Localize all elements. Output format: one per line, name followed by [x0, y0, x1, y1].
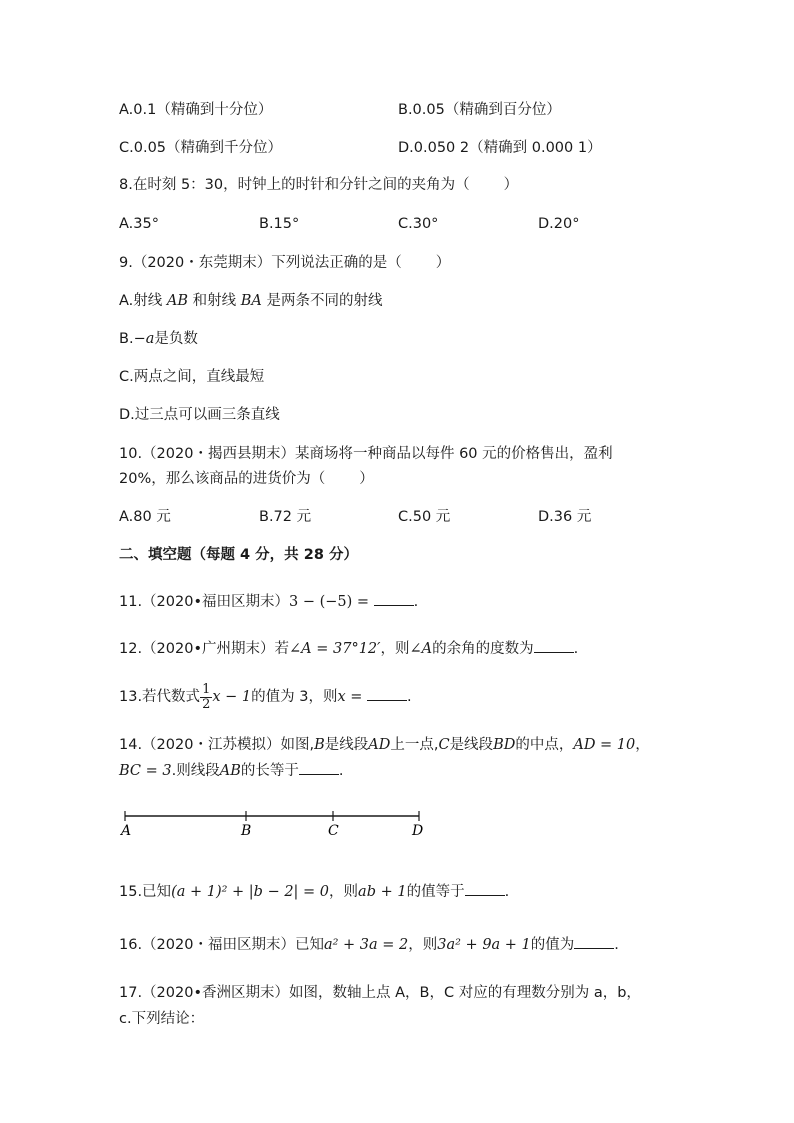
q14-line2: BC = 3.则线段AB的长等于 . [119, 760, 343, 781]
q10-stem-line1: 10.（2020・揭西县期末）某商场将一种商品以每件 60 元的价格售出，盈利 [119, 446, 613, 462]
q10-option-d: D.36 元 [538, 509, 592, 525]
q15: 15.已知(a + 1)² + |b − 2| = 0，则ab + 1的值等于 . [119, 881, 509, 902]
q9-option-c: C.两点之间，直线最短 [119, 369, 265, 385]
label-b: B [241, 823, 252, 839]
q10-option-b: B.72 元 [259, 509, 312, 525]
answer-blank [574, 934, 614, 949]
q10-option-c: C.50 元 [398, 509, 451, 525]
q7-option-d: D.0.050 2（精确到 0.000 1） [398, 140, 602, 156]
q11: 11.（2020•福田区期末）3 − (−5) = . [119, 591, 418, 612]
answer-blank [534, 638, 574, 653]
label-d: D [412, 823, 424, 839]
answer-blank [367, 686, 407, 701]
label-c: C [328, 823, 339, 839]
q9-option-a: A.射线 AB 和射线 BA 是两条不同的射线 [119, 293, 383, 309]
answer-blank [299, 760, 339, 775]
label-a: A [121, 823, 132, 839]
q9-stem: 9.（2020・东莞期末）下列说法正确的是（ ） [119, 255, 451, 271]
q9-option-b: B.−a是负数 [119, 331, 198, 347]
q7-option-c: C.0.05（精确到千分位） [119, 140, 283, 156]
q17-line1: 17.（2020•香洲区期末）如图，数轴上点 A，B，C 对应的有理数分别为 a，b， [119, 985, 641, 1001]
q8-option-b: B.15° [259, 216, 300, 232]
q17-line2: c.下列结论： [119, 1011, 205, 1027]
q8-option-d: D.20° [538, 216, 580, 232]
segment-figure [118, 808, 428, 844]
q10-stem-line2: 20%，那么该商品的进货价为（ ） [119, 471, 374, 487]
q7-option-a: A.0.1（精确到十分位） [119, 102, 273, 118]
q10-option-a: A.80 元 [119, 509, 171, 525]
q14-line1: 14.（2020・江苏模拟）如图,B是线段AD上一点,C是线段BD的中点，AD = 10， [119, 737, 650, 753]
answer-blank [374, 591, 414, 606]
answer-blank [465, 881, 505, 896]
q8-option-c: C.30° [398, 216, 439, 232]
q13: 13.若代数式 $\frac{1}{2}$ x − 1的值为 3，则x = . [119, 681, 412, 712]
fraction: $\frac{1}{2}$ [202, 681, 211, 712]
q9-option-d: D.过三点可以画三条直线 [119, 407, 280, 423]
section-heading: 二、填空题（每题 4 分，共 28 分） [119, 547, 358, 563]
q8-stem: 8.在时刻 5：30，时钟上的时针和分针之间的夹角为（ ） [119, 177, 519, 193]
q7-option-b: B.0.05（精确到百分位） [398, 102, 561, 118]
q12: 12.（2020•广州期末）若∠A = 37°12′，则∠A的余角的度数为 . [119, 638, 578, 659]
q16: 16.（2020・福田区期末）已知a² + 3a = 2，则3a² + 9a + 1的值为 . [119, 934, 619, 955]
q8-option-a: A.35° [119, 216, 159, 232]
